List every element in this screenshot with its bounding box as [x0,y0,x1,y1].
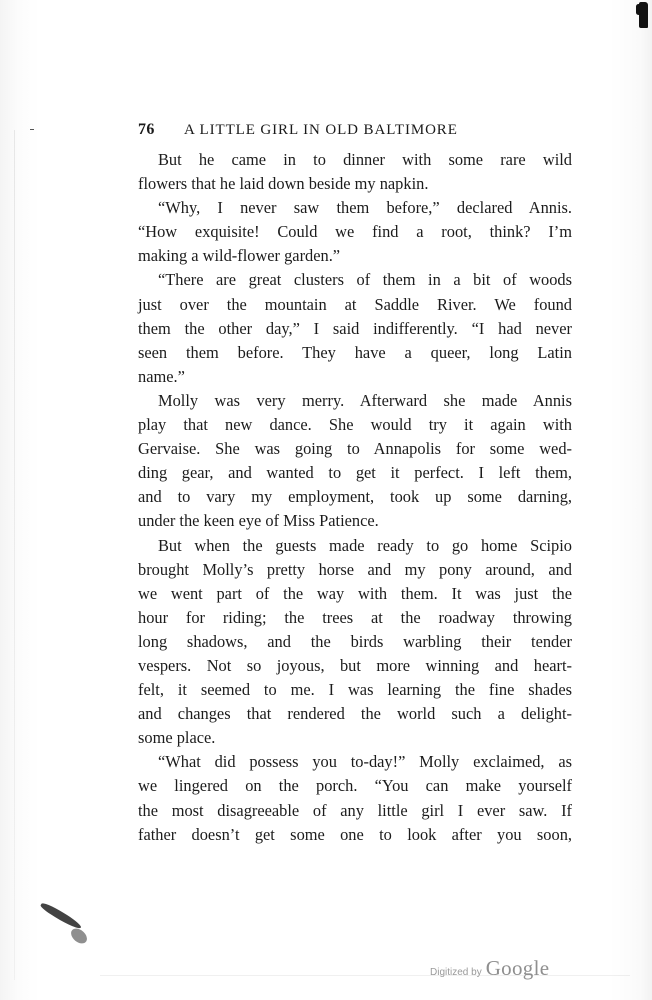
text-line: father doesn’t get some one to look after you soon, [138,824,572,844]
text-line: vespers. Not so joyous, but more winning and heart- [138,655,572,675]
text-line: just over the mountain at Saddle River. We found [138,294,572,314]
page-number: 76 [138,121,155,138]
text-line: and to vary my employment, took up some darning, [138,487,572,507]
text-line: making a wild-flower garden.” [138,246,341,266]
text-line: flowers that he laid down beside my napkin. [138,174,429,194]
text-line: Molly was very merry. Afterward she made Annis [158,390,572,410]
text-line: “What did possess you to-day!” Molly exclaimed, as [158,752,572,772]
digitized-by-google-watermark [430,956,549,982]
text-line: and changes that rendered the world such a delight- [138,704,572,724]
scan-smudge [39,900,82,931]
text-line: name.” [138,366,185,386]
text-line: under the keen eye of Miss Patience. [138,511,379,531]
margin-tick [30,129,34,130]
text-line: seen them before. They have a queer, long Latin [138,342,572,362]
page-bottom-edge [100,975,630,976]
watermark-prefix: Digitized by [430,967,482,978]
text-line: we went part of the way with them. It was just the [138,583,572,603]
page-margin-shadow [14,130,15,980]
body-text [138,148,572,847]
watermark-brand: Google [485,956,550,980]
text-line: some place. [138,728,216,748]
text-line: “Why, I never saw them before,” declared Annis. [158,198,572,218]
text-line: But when the guests made ready to go home Scipio [158,535,572,555]
text-line: them the other day,” I said indifferently. “I had never [138,318,572,338]
text-line: “How exquisite! Could we find a root, think? I’m [138,222,572,242]
text-line: we lingered on the porch. “You can make yourself [138,776,572,796]
text-line: play that new dance. She would try it again with [138,415,572,435]
text-line: hour for riding; the trees at the roadway throwing [138,607,572,627]
text-line: the most disagreeable of any little girl I ever saw. If [138,800,572,820]
scan-edge-mark [639,2,648,28]
text-line: “There are great clusters of them in a bit of woods [158,270,572,290]
text-line: brought Molly’s pretty horse and my pony around, and [138,559,572,579]
text-line: long shadows, and the birds warbling their tender [138,631,572,651]
text-line: But he came in to dinner with some rare wild [158,150,572,169]
text-line: felt, it seemed to me. I was learning the fine shades [138,680,572,700]
running-head: A LITTLE GIRL IN OLD BALTIMORE [184,122,458,138]
text-line: ding gear, and wanted to get it perfect. I left them, [138,463,572,483]
scan-smudge [68,926,90,947]
page-header [138,121,518,141]
text-line: Gervaise. She was going to Annapolis for some wed- [138,439,572,459]
